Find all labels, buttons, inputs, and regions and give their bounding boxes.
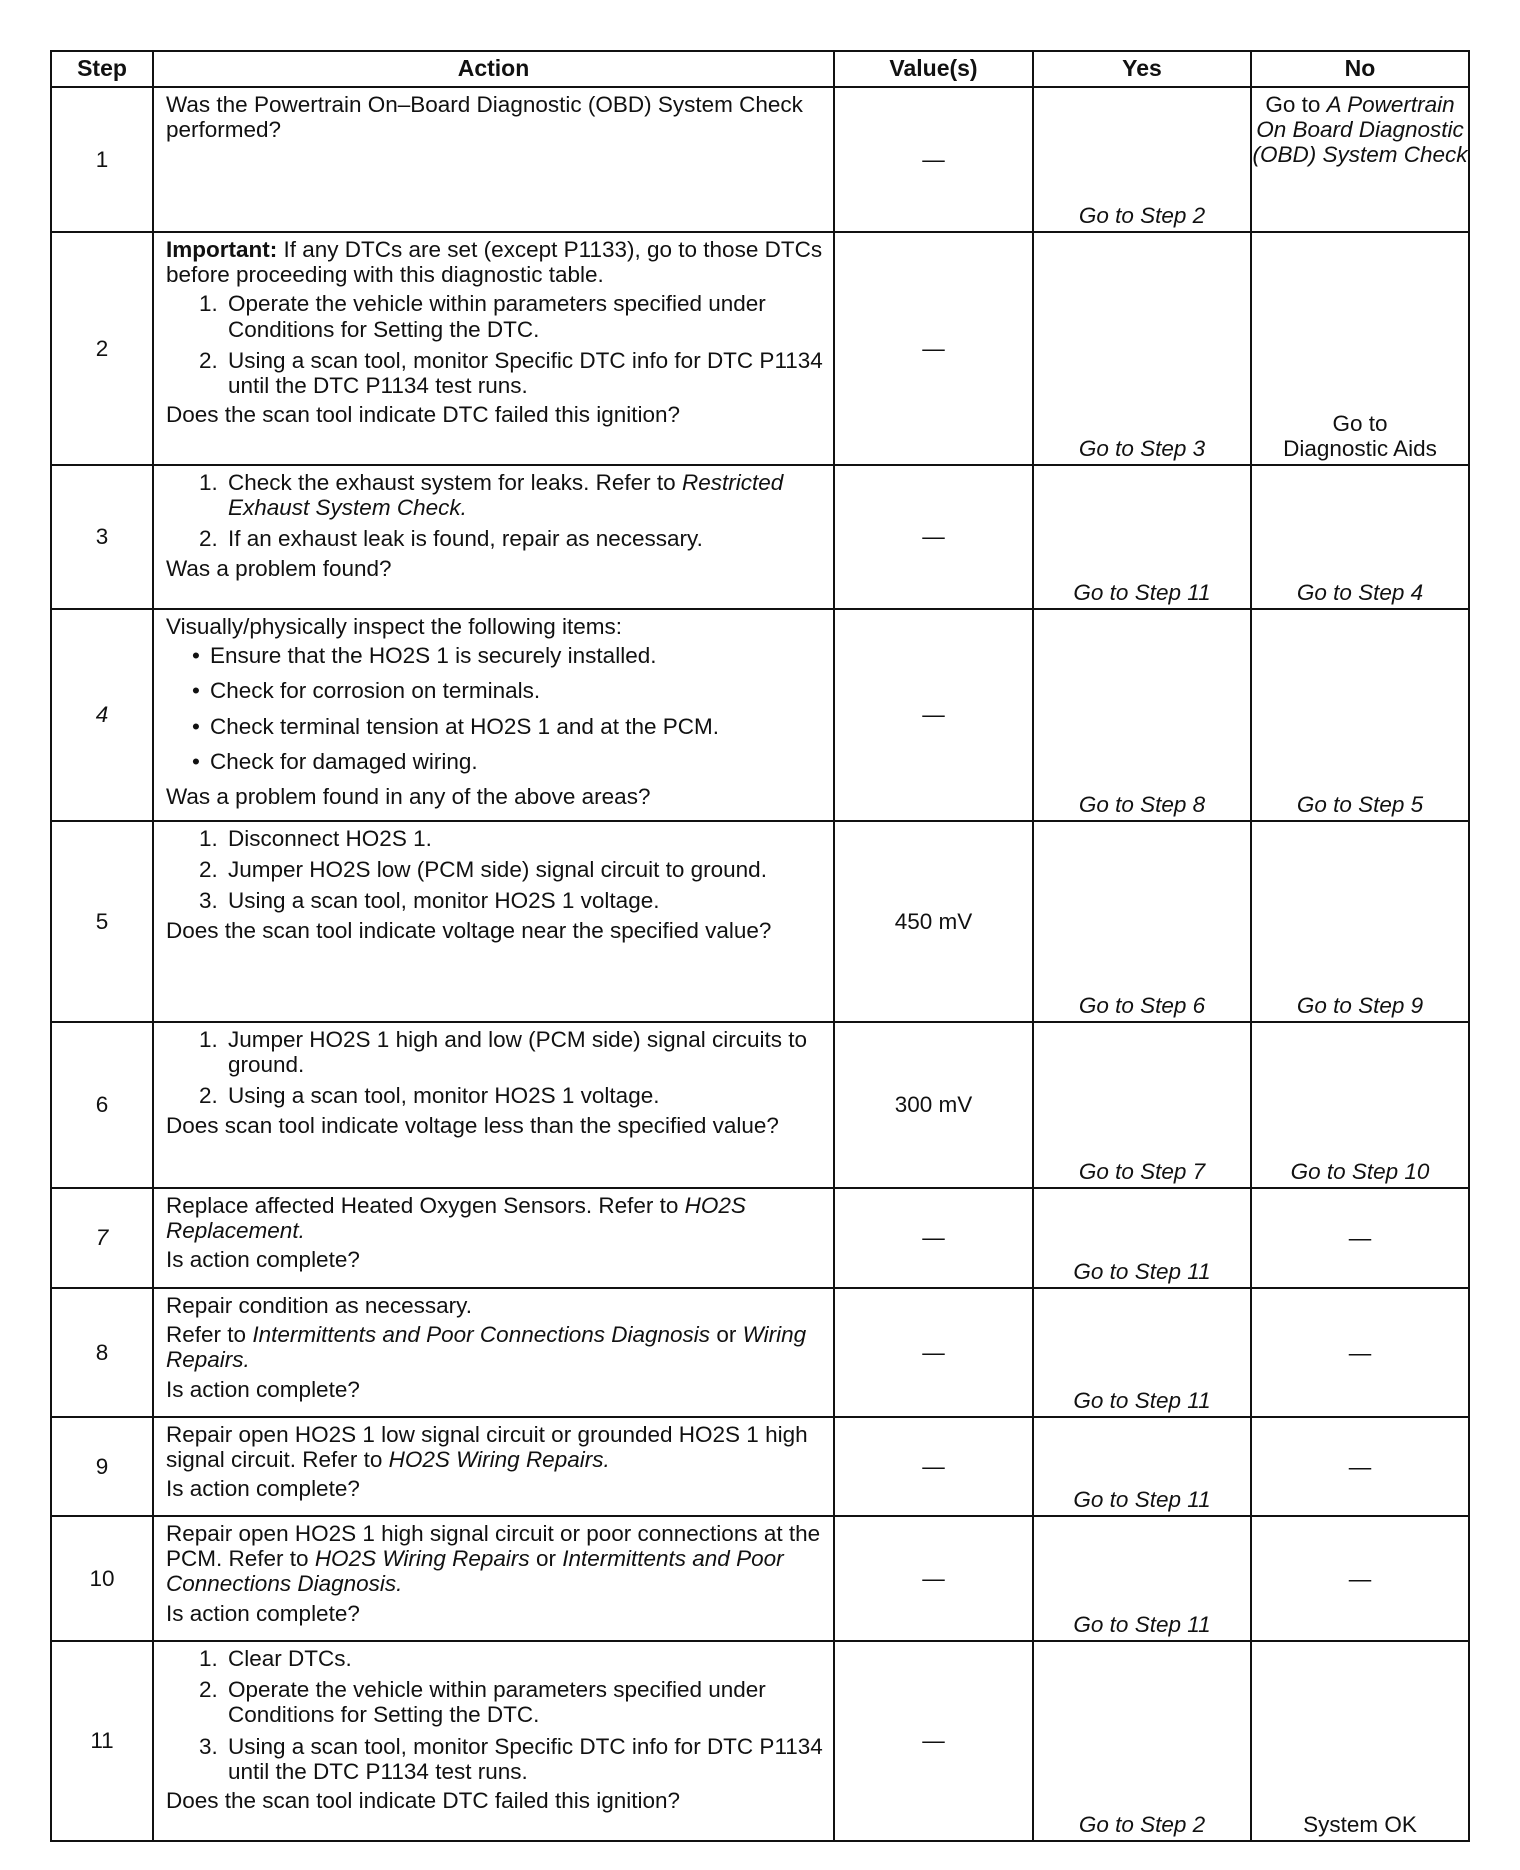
action-text: Repair open HO2S 1 low signal circuit or grounded HO2S 1 high signal circuit. Refer to xyxy=(166,1422,808,1473)
action-step: 1. Disconnect HO2S 1. xyxy=(224,826,825,851)
action-step: 1. Clear DTCs. xyxy=(224,1646,825,1671)
action-question: Was a problem found? xyxy=(166,555,392,581)
value-cell: — xyxy=(834,232,1033,465)
yes-cell xyxy=(1033,87,1251,232)
yes-cell xyxy=(1033,1417,1251,1516)
value-cell: — xyxy=(834,1417,1033,1516)
no-line: Diagnostic Aids xyxy=(1283,435,1437,461)
value-cell: — xyxy=(834,1188,1033,1288)
action-step: 3. Using a scan tool, monitor HO2S 1 voltage. xyxy=(224,888,825,913)
action-ref: Intermittents and Poor Connections Diagnosis xyxy=(252,1322,711,1348)
action-or: or xyxy=(535,1546,556,1572)
action-question: Was a problem found in any of the above areas? xyxy=(166,783,651,809)
step-number-text: 4 xyxy=(95,702,109,728)
table-row xyxy=(51,1417,1469,1516)
value-cell: — xyxy=(834,609,1033,821)
action-step: 2. If an exhaust leak is found, repair as necessary. xyxy=(224,526,825,551)
table-row xyxy=(51,465,1469,609)
no-link[interactable]: Go to Step 9 xyxy=(1296,992,1424,1018)
action-or: or xyxy=(716,1322,737,1348)
header-values: Value(s) xyxy=(834,51,1033,87)
value-cell: — xyxy=(834,1641,1033,1841)
yes-cell xyxy=(1033,1022,1251,1188)
no-value: — xyxy=(1348,1225,1372,1251)
no-cell xyxy=(1251,1288,1469,1417)
action-ref: HO2S Replacement. xyxy=(166,1193,746,1244)
yes-cell xyxy=(1033,1516,1251,1641)
action-cell xyxy=(153,609,834,821)
action-text: Repair condition as necessary. xyxy=(166,1293,472,1318)
value-cell: — xyxy=(834,1516,1033,1641)
yes-link[interactable]: Go to Step 2 xyxy=(1078,1811,1206,1837)
table-row xyxy=(51,1188,1469,1288)
header-yes: Yes xyxy=(1033,51,1251,87)
no-link[interactable]: Go to Step 10 xyxy=(1290,1158,1430,1184)
action-cell xyxy=(153,232,834,465)
no-link[interactable]: Go to Step 5 xyxy=(1296,791,1424,817)
action-ref: Wiring Repairs. xyxy=(166,1322,807,1373)
step-number: 9 xyxy=(51,1417,153,1516)
table-row xyxy=(51,1022,1469,1188)
action-step: 2. Using a scan tool, monitor HO2S 1 voltage. xyxy=(224,1083,825,1108)
action-text: Replace affected Heated Oxygen Sensors. Refer to xyxy=(166,1193,679,1218)
no-value: — xyxy=(1348,1565,1372,1591)
no-cell xyxy=(1251,87,1469,232)
step-number xyxy=(51,1188,153,1288)
no-italic: A Powertrain On Board Diagnostic (OBD) System Check xyxy=(1252,92,1468,168)
header-action: Action xyxy=(153,51,834,87)
action-question: Is action complete? xyxy=(166,1600,360,1626)
action-cell xyxy=(153,1641,834,1841)
action-text: Was the Powertrain On–Board Diagnostic (OBD) System Check performed? xyxy=(166,92,803,143)
action-question: Is action complete? xyxy=(166,1247,360,1273)
action-step: 2. Using a scan tool, monitor Specific DTC info for DTC P1134 until the DTC P1134 test runs. xyxy=(224,348,825,398)
action-cell xyxy=(153,465,834,609)
table-row xyxy=(51,1288,1469,1417)
table-row xyxy=(51,87,1469,232)
step-number: 6 xyxy=(51,1022,153,1188)
no-cell xyxy=(1251,1516,1469,1641)
action-bullet: • Ensure that the HO2S 1 is securely installed. xyxy=(210,643,825,668)
value-cell: 450 mV xyxy=(834,821,1033,1022)
table-row xyxy=(51,609,1469,821)
yes-cell xyxy=(1033,609,1251,821)
action-step: 1. Operate the vehicle within parameters specified under Conditions for Setting the DTC. xyxy=(224,291,825,341)
yes-link[interactable]: Go to Step 11 xyxy=(1073,1486,1211,1512)
action-question: Is action complete? xyxy=(166,1476,360,1502)
no-cell xyxy=(1251,1022,1469,1188)
action-bullet: • Check for corrosion on terminals. xyxy=(210,678,825,703)
action-question: Does scan tool indicate voltage less than the specified value? xyxy=(166,1112,779,1138)
no-link[interactable] xyxy=(1252,92,1468,168)
yes-link[interactable]: Go to Step 2 xyxy=(1078,202,1206,228)
table-row xyxy=(51,821,1469,1022)
value-cell: — xyxy=(834,1288,1033,1417)
action-question: Does the scan tool indicate DTC failed this ignition? xyxy=(166,1787,681,1813)
action-step xyxy=(224,470,825,520)
action-bullet: • Check terminal tension at HO2S 1 and at the PCM. xyxy=(210,714,825,739)
action-refer: Refer to xyxy=(166,1322,247,1348)
step-number: 10 xyxy=(51,1516,153,1641)
no-line: Go to xyxy=(1332,410,1388,436)
important-text: If any DTCs are set (except P1133), go to those DTCs before proceeding with this diagnostic table. xyxy=(166,237,823,288)
no-cell xyxy=(1251,465,1469,609)
action-cell xyxy=(153,1516,834,1641)
no-cell xyxy=(1251,1188,1469,1288)
action-cell xyxy=(153,1417,834,1516)
no-link[interactable] xyxy=(1252,411,1468,461)
important-label: Important: xyxy=(166,237,278,262)
action-cell xyxy=(153,1188,834,1288)
table-row xyxy=(51,232,1469,465)
action-question: Is action complete? xyxy=(166,1376,360,1402)
yes-cell xyxy=(1033,465,1251,609)
action-question: Does the scan tool indicate DTC failed this ignition? xyxy=(166,402,681,428)
no-link[interactable]: System OK xyxy=(1303,1811,1417,1837)
action-question: Does the scan tool indicate voltage near the specified value? xyxy=(166,917,772,943)
yes-link[interactable]: Go to Step 7 xyxy=(1078,1158,1206,1184)
no-prefix: Go to xyxy=(1265,92,1321,117)
yes-link[interactable]: Go to Step 11 xyxy=(1073,1611,1211,1637)
no-value: — xyxy=(1348,1339,1372,1365)
step-number-text: 7 xyxy=(95,1225,109,1251)
action-bullet: • Check for damaged wiring. xyxy=(210,749,825,774)
value-cell: — xyxy=(834,87,1033,232)
action-cell xyxy=(153,821,834,1022)
action-cell xyxy=(153,1288,834,1417)
action-step: 1. Jumper HO2S 1 high and low (PCM side) signal circuits to ground. xyxy=(224,1027,825,1077)
step-number: 3 xyxy=(51,465,153,609)
action-ref: Intermittents and Poor Connections Diagnosis. xyxy=(166,1546,784,1597)
action-cell xyxy=(153,1022,834,1188)
header-row xyxy=(51,51,1469,87)
action-ref: HO2S Wiring Repairs. xyxy=(388,1447,610,1473)
step-number: 5 xyxy=(51,821,153,1022)
step-number xyxy=(51,609,153,821)
table-row xyxy=(51,1516,1469,1641)
table-row xyxy=(51,1641,1469,1841)
step-number: 1 xyxy=(51,87,153,232)
no-value: — xyxy=(1348,1453,1372,1479)
no-cell xyxy=(1251,1641,1469,1841)
value-cell: 300 mV xyxy=(834,1022,1033,1188)
header-no: No xyxy=(1251,51,1469,87)
yes-cell xyxy=(1033,1641,1251,1841)
step-number: 2 xyxy=(51,232,153,465)
action-text: Repair open HO2S 1 high signal circuit or poor connections at the PCM. Refer to xyxy=(166,1521,821,1572)
no-cell xyxy=(1251,609,1469,821)
yes-link[interactable]: Go to Step 11 xyxy=(1073,579,1211,605)
step-number: 11 xyxy=(51,1641,153,1841)
yes-link[interactable]: Go to Step 6 xyxy=(1078,992,1206,1018)
action-step-text: Check the exhaust system for leaks. Refer to xyxy=(228,470,676,495)
step-number: 8 xyxy=(51,1288,153,1417)
yes-link[interactable]: Go to Step 3 xyxy=(1078,435,1206,461)
diagnostic-table xyxy=(50,50,1470,1842)
yes-cell xyxy=(1033,1188,1251,1288)
no-cell xyxy=(1251,821,1469,1022)
yes-cell xyxy=(1033,821,1251,1022)
yes-link[interactable]: Go to Step 8 xyxy=(1078,791,1206,817)
no-cell xyxy=(1251,232,1469,465)
action-step: 2. Jumper HO2S low (PCM side) signal circuit to ground. xyxy=(224,857,825,882)
no-cell xyxy=(1251,1417,1469,1516)
yes-cell xyxy=(1033,232,1251,465)
action-ref: Restricted Exhaust System Check. xyxy=(228,470,784,521)
action-cell xyxy=(153,87,834,232)
action-step: 2. Operate the vehicle within parameters specified under Conditions for Setting the DTC. xyxy=(224,1677,825,1727)
action-step: 3. Using a scan tool, monitor Specific DTC info for DTC P1134 until the DTC P1134 test runs. xyxy=(224,1734,825,1784)
yes-cell xyxy=(1033,1288,1251,1417)
yes-link[interactable]: Go to Step 11 xyxy=(1073,1387,1211,1413)
yes-link[interactable]: Go to Step 11 xyxy=(1073,1258,1211,1284)
no-link[interactable]: Go to Step 4 xyxy=(1296,579,1424,605)
value-cell: — xyxy=(834,465,1033,609)
header-step: Step xyxy=(51,51,153,87)
action-intro: Visually/physically inspect the following items: xyxy=(166,614,623,639)
action-ref: HO2S Wiring Repairs xyxy=(314,1546,530,1572)
